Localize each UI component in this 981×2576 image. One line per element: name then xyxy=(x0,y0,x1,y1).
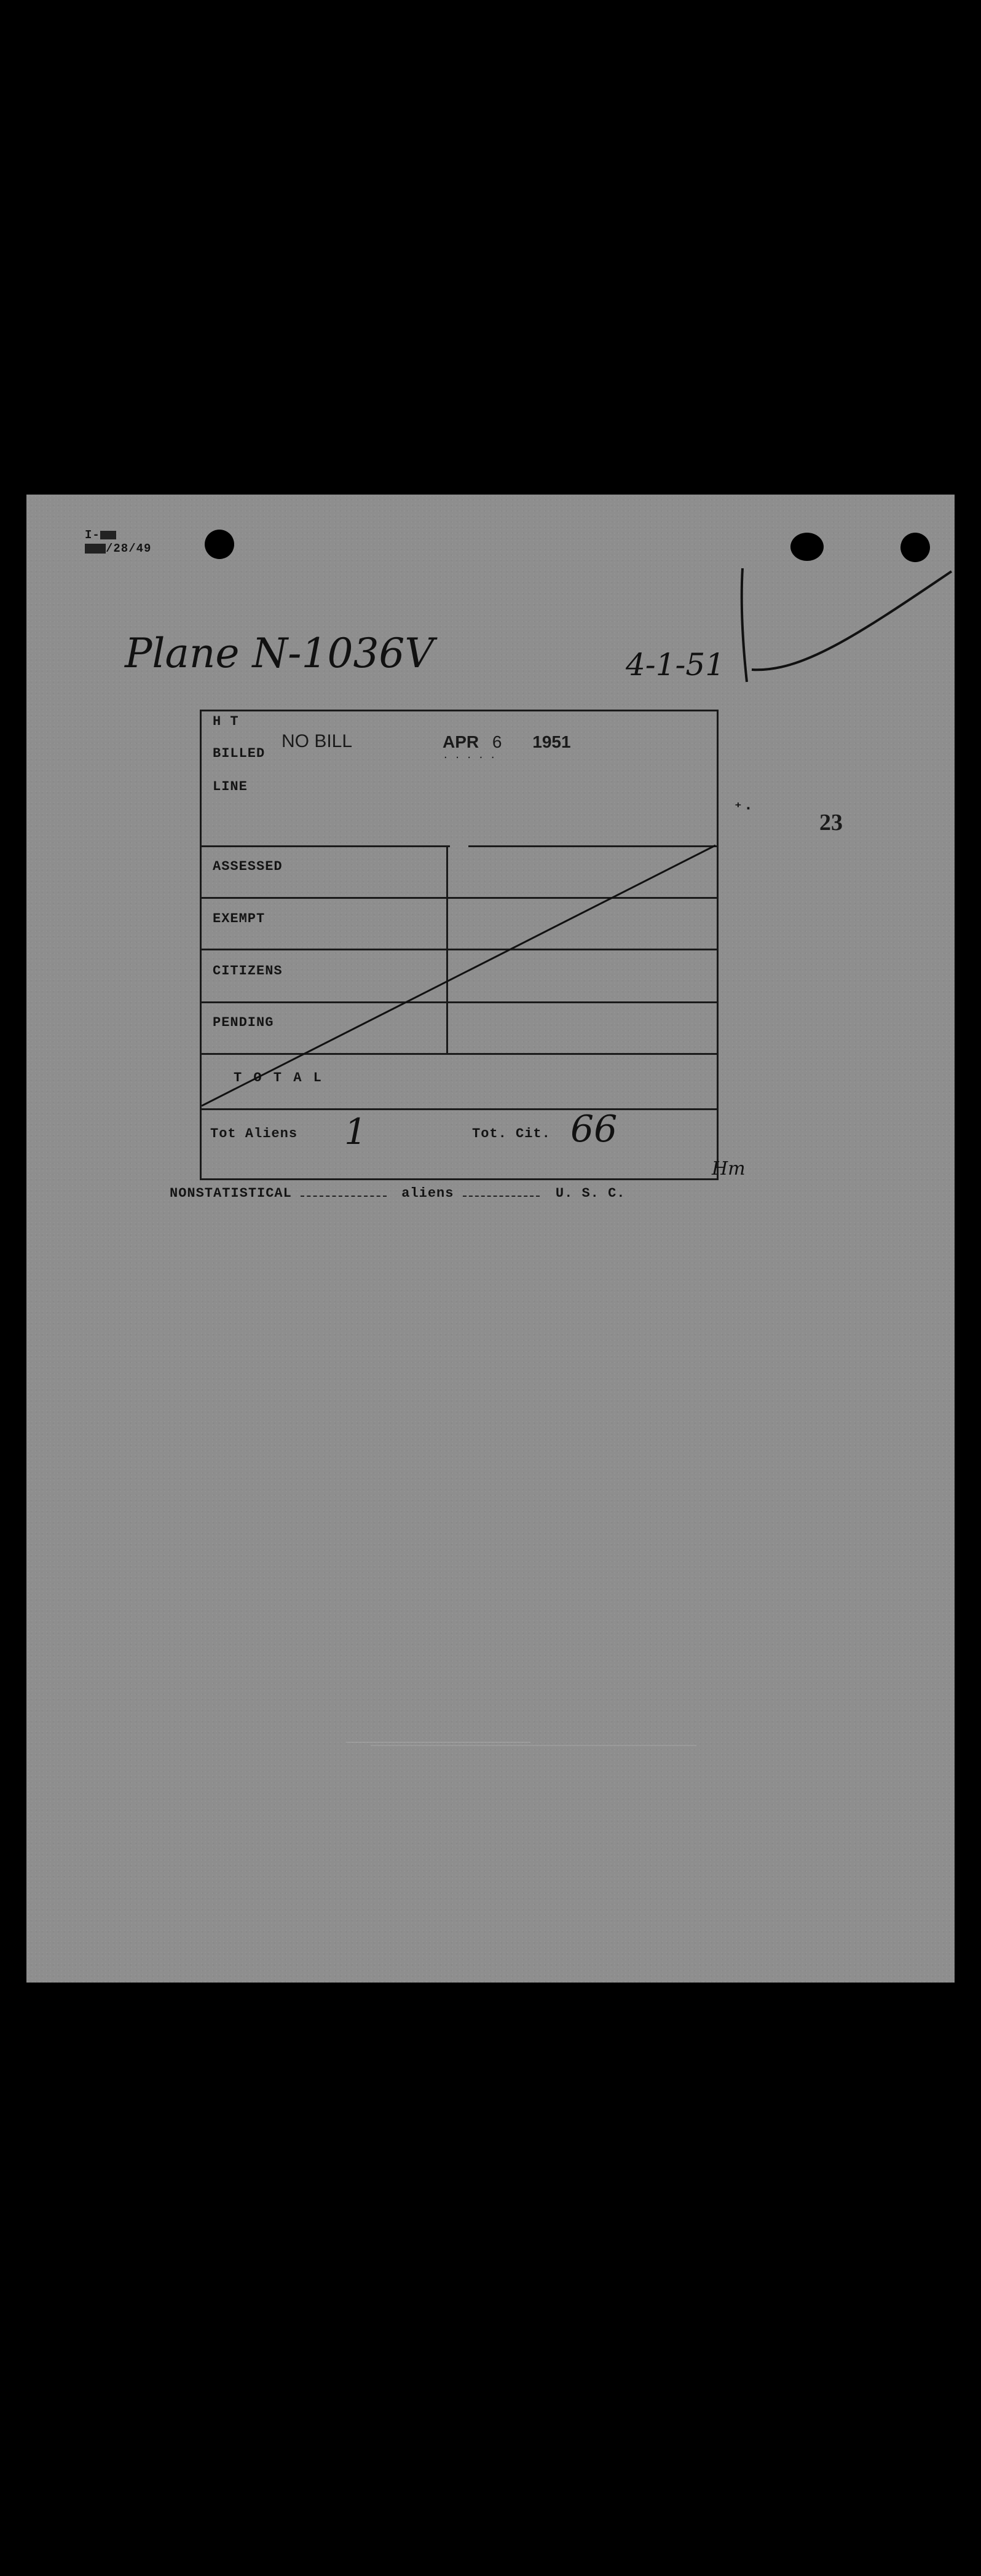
form-code-line-2: /28/49 xyxy=(106,542,152,555)
label-line: LINE xyxy=(213,779,248,794)
nonstatistical-blank xyxy=(301,1187,387,1197)
nonstatistical-line xyxy=(170,1186,626,1201)
check-mark xyxy=(733,544,955,691)
aliens-blank xyxy=(463,1187,540,1197)
aliens-label: aliens xyxy=(401,1186,454,1201)
usc-label: U. S. C. xyxy=(555,1186,626,1201)
stamp-dots: · · · · · xyxy=(443,752,496,763)
row-total: T O T A L xyxy=(234,1070,323,1086)
side-marks: ⁺· xyxy=(733,799,754,818)
form-table xyxy=(200,710,719,1180)
paper-streak xyxy=(346,1742,530,1743)
date-stamp-month: APR xyxy=(443,732,479,751)
nonstatistical-label: NONSTATISTICAL xyxy=(170,1186,292,1201)
row-exempt: EXEMPT xyxy=(213,911,266,926)
row-assessed: ASSESSED xyxy=(213,859,283,874)
redaction-mark xyxy=(85,544,106,554)
paper-streak xyxy=(371,1745,696,1746)
tot-cit-label: Tot. Cit. xyxy=(472,1126,551,1141)
side-number: 23 xyxy=(819,810,843,836)
date-stamp-day: 6 xyxy=(492,732,502,751)
initials: Hm xyxy=(712,1158,746,1180)
document-page xyxy=(26,495,955,1983)
tot-aliens-value: 1 xyxy=(344,1111,367,1153)
no-bill-stamp: NO BILL xyxy=(282,731,353,751)
form-code xyxy=(85,528,151,555)
form-code-line-1: I- xyxy=(85,528,100,542)
tot-cit-value: 66 xyxy=(570,1108,618,1151)
row-pending: PENDING xyxy=(213,1015,274,1030)
label-ht: H T xyxy=(213,714,239,729)
punch-hole xyxy=(205,530,234,559)
handwritten-date: 4-1-51 xyxy=(626,647,725,683)
row-citizens: CITIZENS xyxy=(213,963,283,979)
label-billed: BILLED xyxy=(213,746,266,761)
plane-number: Plane N-1036V xyxy=(125,630,435,677)
tot-aliens-label: Tot Aliens xyxy=(210,1126,298,1141)
date-stamp-year: 1951 xyxy=(532,732,571,751)
redaction-mark xyxy=(100,531,116,539)
cancel-line xyxy=(202,711,717,1178)
